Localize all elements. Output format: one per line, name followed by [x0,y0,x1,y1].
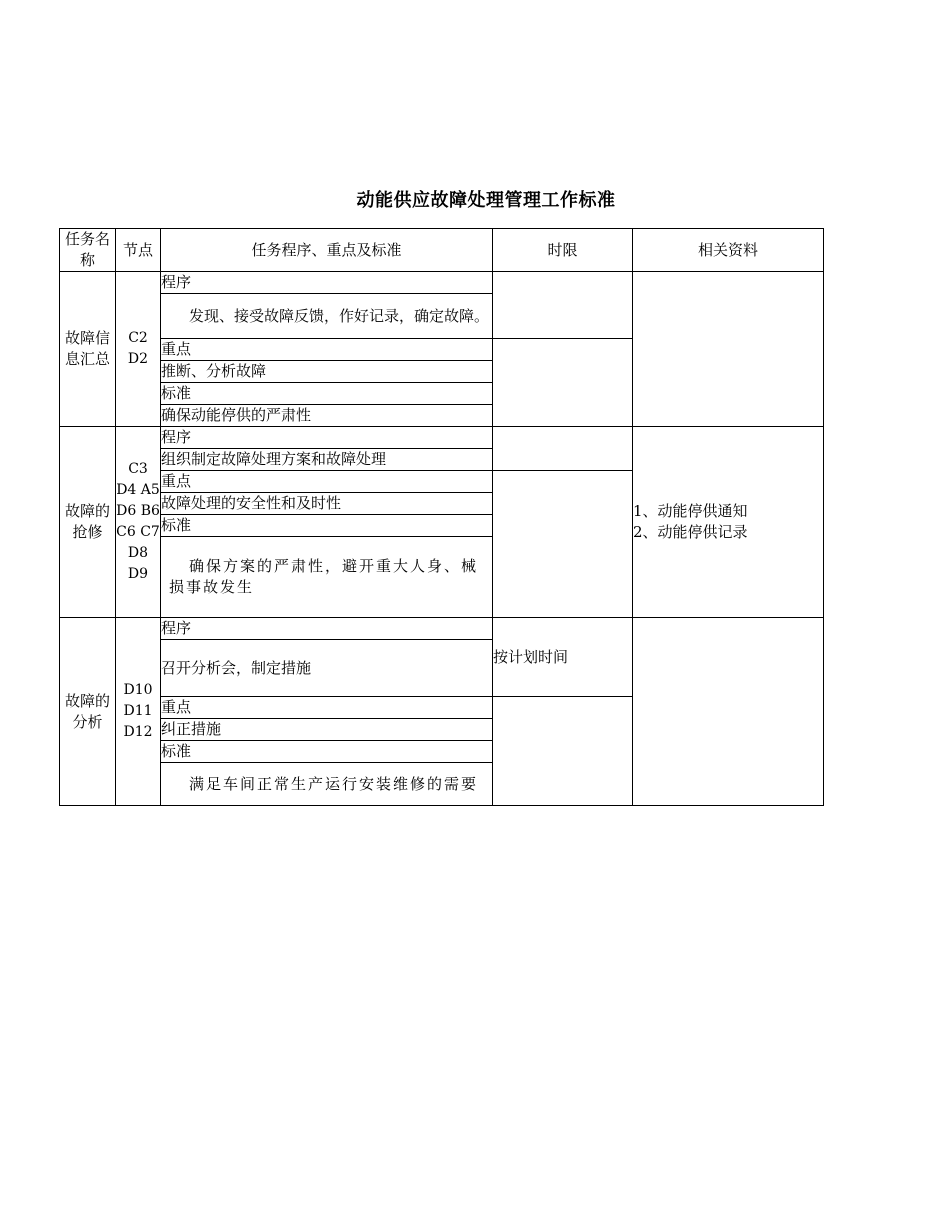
key-text: 故障处理的安全性和及时性 [161,493,493,515]
standard-label: 标准 [161,383,493,405]
procedure-text: 召开分析会，制定措施 [161,640,493,697]
standard-label: 标准 [161,515,493,537]
reference-item: 1、动能停供通知 [633,502,748,520]
node-cell: C2 D2 [116,272,161,427]
table-header-row [60,229,824,272]
time-limit-cell: 按计划时间 [493,618,633,697]
header-procedure: 任务程序、重点及标准 [161,229,493,272]
procedure-label: 程序 [161,427,493,449]
references-cell [633,427,824,618]
node-cell: C3 D4 A5 D6 B6 C6 C7 D8 D9 [116,427,161,618]
procedure-label: 程序 [161,618,493,640]
references-cell [633,272,824,427]
task-name-cell: 故障信息汇总 [60,272,116,427]
procedure-text: 发现、接受故障反馈，作好记录，确定故障。 [161,294,493,339]
header-task-name: 任务名称 [60,229,116,272]
time-limit-cell [493,471,633,618]
work-standard-table [59,228,824,806]
task-name-cell: 故障的抢修 [60,427,116,618]
reference-item: 2、动能停供记录 [633,523,748,541]
standard-text: 确保方案的严肃性，避开重大人身、械损事故发生 [161,537,493,618]
time-limit-cell [493,697,633,806]
time-limit-cell [493,427,633,471]
table-row [60,618,824,640]
standard-text: 满足车间正常生产运行安装维修的需要 [161,763,493,806]
references-cell [633,618,824,806]
time-limit-cell [493,272,633,339]
key-label: 重点 [161,697,493,719]
key-label: 重点 [161,471,493,493]
key-text: 推断、分析故障 [161,361,493,383]
standard-label: 标准 [161,741,493,763]
procedure-text: 组织制定故障处理方案和故障处理 [161,449,493,471]
time-limit-cell [493,339,633,427]
table-row [60,427,824,449]
node-cell: D10 D11 D12 [116,618,161,806]
header-references: 相关资料 [633,229,824,272]
procedure-label: 程序 [161,272,493,294]
key-label: 重点 [161,339,493,361]
document-title: 动能供应故障处理管理工作标准 [356,190,616,211]
key-text: 纠正措施 [161,719,493,741]
standard-text: 确保动能停供的严肃性 [161,405,493,427]
header-time-limit: 时限 [493,229,633,272]
task-name-cell: 故障的分析 [60,618,116,806]
header-node: 节点 [116,229,161,272]
table-row [60,272,824,294]
